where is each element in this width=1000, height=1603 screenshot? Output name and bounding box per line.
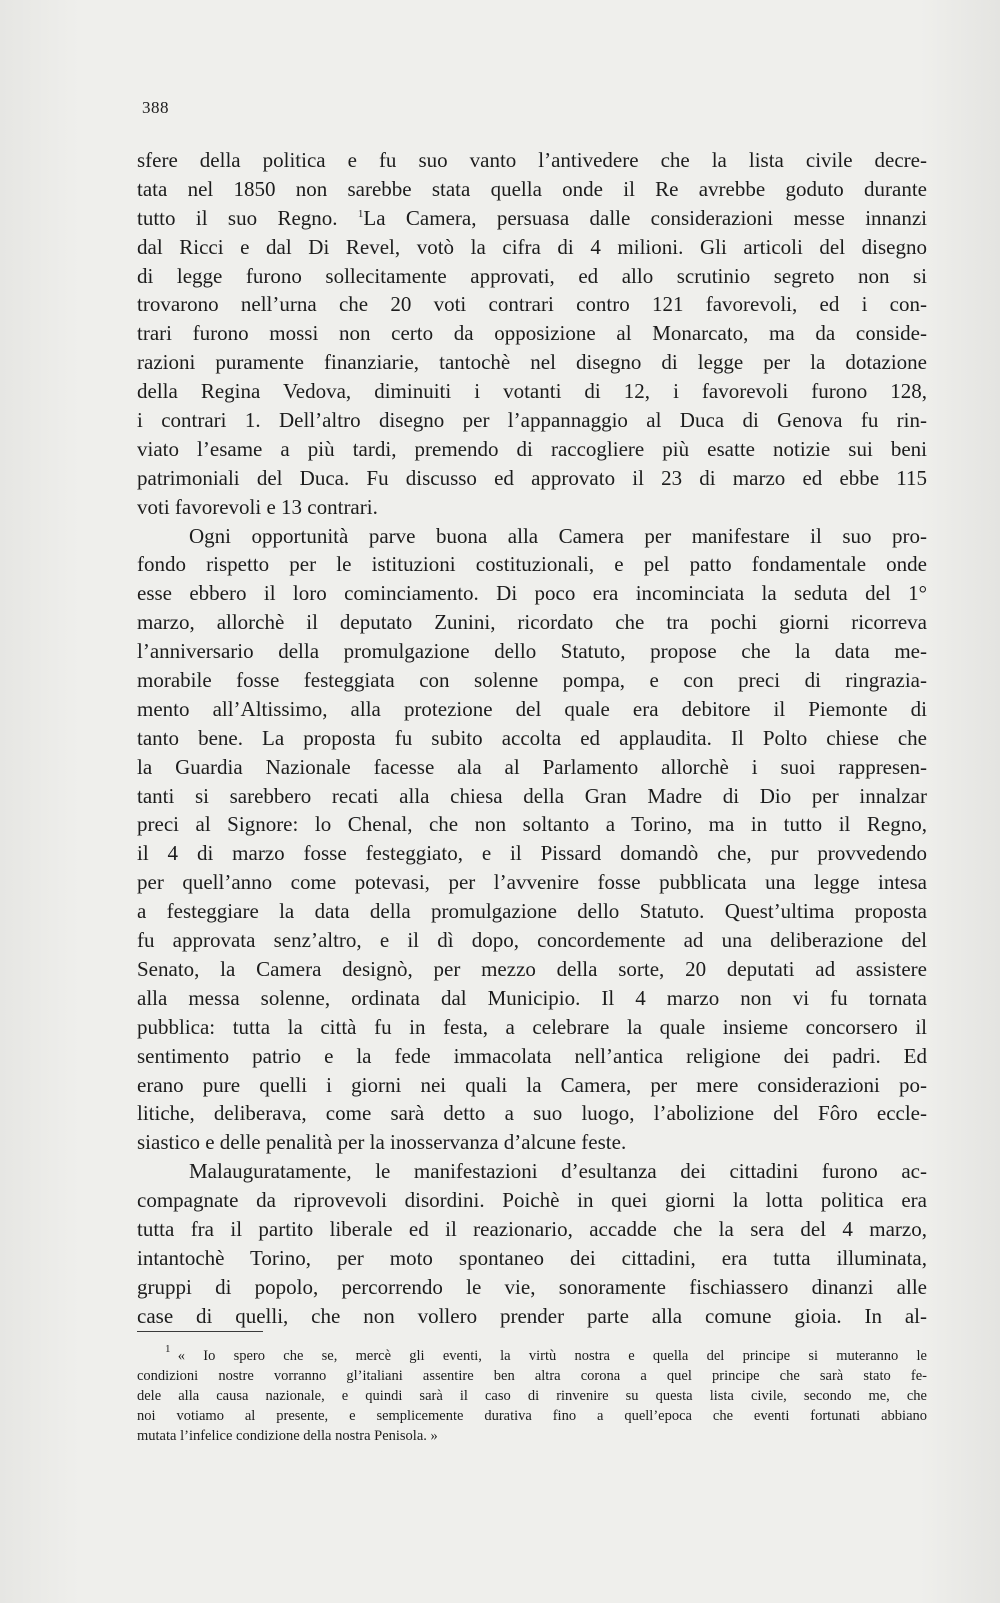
text-line: [137, 955, 927, 984]
text-line: [137, 464, 927, 493]
line-text: tata nel 1850 non sarebbe stata quella onde il Re avrebbe goduto durante: [137, 176, 927, 201]
text-line: [137, 1157, 927, 1186]
footnote-line-text: « Io spero che se, mercè gli eventi, la virtù nostra e quella del principe si muteranno le: [177, 1348, 927, 1364]
line-text: tanti si sarebbero recati alla chiesa della Gran Madre di Dio per innalzar: [137, 783, 927, 808]
line-text: intantochè Torino, per moto spontaneo dei cittadini, era tutta illuminata,: [137, 1245, 927, 1270]
footnote-line: [137, 1366, 927, 1386]
text-line: [137, 406, 927, 435]
text-line: [137, 233, 927, 262]
footnote-line: [137, 1426, 927, 1446]
line-text: patrimoniali del Duca. Fu discusso ed approvato il 23 di marzo ed ebbe 115: [137, 465, 927, 490]
text-line: [137, 1302, 927, 1331]
text-line: [137, 839, 927, 868]
line-text: tutto il suo Regno.: [137, 205, 358, 230]
line-text: la Guardia Nazionale facesse ala al Parlamento allorchè i suoi rappresen-: [137, 754, 927, 779]
line-text: pubblica: tutta la città fu in festa, a celebrare la quale insieme concorsero il: [137, 1014, 927, 1039]
line-text: gruppi di popolo, percorrendo le vie, sonoramente fischiassero dinanzi alle: [137, 1274, 927, 1299]
line-text: morabile fosse festeggiata con solenne pompa, e con preci di ringrazia-: [137, 668, 927, 693]
line-text: litiche, deliberava, come sarà detto a suo luogo, l’abolizione del Fôro eccle-: [137, 1101, 927, 1126]
text-line: [137, 262, 927, 291]
text-line: [137, 493, 927, 522]
text-line: [137, 146, 927, 175]
line-text: Malauguratamente, le manifestazioni d’esultanza dei cittadini furono ac-: [189, 1159, 927, 1184]
footnote-line-text: condizioni nostre vorranno gl’italiani assentire ben altra corona a quel principe che sarà stato fe-: [137, 1368, 927, 1384]
line-text: per quell’anno come potevasi, per l’avvenire fosse pubblicata una legge intesa: [137, 870, 927, 895]
text-line: [137, 319, 927, 348]
line-text: tutta fra il partito liberale ed il reazionario, accadde che la sera del 4 marzo,: [137, 1216, 927, 1241]
line-text: tanto bene. La proposta fu subito accolta ed applaudita. Il Polto chiese che: [137, 725, 927, 750]
line-text: preci al Signore: lo Chenal, che non soltanto a Torino, ma in tutto il Regno,: [137, 812, 927, 837]
footnote-reference: 1: [357, 207, 364, 220]
line-text: case di quelli, che non vollero prender parte alla comune gioia. In al-: [137, 1303, 927, 1328]
line-text: Senato, la Camera designò, per mezzo della sorte, 20 deputati ad assistere: [137, 956, 927, 981]
text-line: [137, 810, 927, 839]
text-line: [137, 897, 927, 926]
text-line: [137, 1273, 927, 1302]
line-text: esse ebbero il loro cominciamento. Di poco era incominciata la seduta del 1°: [137, 581, 927, 606]
line-text: viato l’esame a più tardi, premendo di raccogliere più esatte notizie sui beni: [137, 436, 927, 461]
text-line: [137, 608, 927, 637]
text-line: [137, 926, 927, 955]
line-text: alla messa solenne, ordinata dal Municipio. Il 4 marzo non vi fu tornata: [137, 985, 927, 1010]
line-text: razioni puramente finanziarie, tantochè nel disegno di legge per la dotazione: [137, 350, 927, 375]
line-text: fu approvata senz’altro, e il dì dopo, concordemente ad una deliberazione del: [137, 928, 927, 953]
text-line: [137, 522, 927, 551]
text-line: [137, 435, 927, 464]
page-number: 388: [142, 98, 169, 117]
footnote-line-text: dele alla causa nazionale, e quindi sarà il caso di rinvenire su questa lista civile, secondo me, che: [137, 1388, 927, 1404]
text-line: [137, 204, 927, 233]
text-line: [137, 175, 927, 204]
text-line: [137, 348, 927, 377]
line-text: trari furono mossi non certo da opposizione al Monarcato, ma da conside-: [137, 321, 927, 346]
footnote-line: [137, 1386, 927, 1406]
text-line: [137, 753, 927, 782]
line-text: l’anniversario della promulgazione dello Statuto, propose che la data me-: [137, 639, 927, 664]
line-text: sentimento patrio e la fede immacolata nell’antica religione dei padri. Ed: [137, 1043, 927, 1068]
footnote-separator: [137, 1331, 263, 1332]
footnote-line: [137, 1343, 927, 1366]
line-text: il 4 di marzo fosse festeggiato, e il Pissard domandò che, pur provvedendo: [137, 841, 927, 866]
body-text: [137, 146, 927, 1331]
footnote-line-text: mutata l’infelice condizione della nostra Penisola. »: [137, 1428, 438, 1444]
line-text: marzo, allorchè il deputato Zunini, ricordato che tra pochi giorni ricorreva: [137, 610, 927, 635]
line-text: compagnate da riprovevoli disordini. Poichè in quei giorni la lotta politica era: [137, 1188, 927, 1213]
footnote-line: [137, 1406, 927, 1426]
text-line: [137, 1099, 927, 1128]
text-line: [137, 1186, 927, 1215]
line-text: i contrari 1. Dell’altro disegno per l’appannaggio al Duca di Genova fu rin-: [137, 408, 927, 433]
text-line: [137, 1042, 927, 1071]
footnote: [137, 1343, 927, 1446]
line-text: a festeggiare la data della promulgazione dello Statuto. Quest’ultima proposta: [137, 899, 927, 924]
line-text: erano pure quelli i giorni nei quali la Camera, per mere considerazioni po-: [137, 1072, 927, 1097]
text-line: [137, 579, 927, 608]
text-line: [137, 1013, 927, 1042]
text-line: [137, 1215, 927, 1244]
line-text: dal Ricci e dal Di Revel, votò la cifra di 4 milioni. Gli articoli del disegno: [137, 234, 927, 259]
line-text: della Regina Vedova, diminuiti i votanti di 12, i favorevoli furono 128,: [137, 379, 927, 404]
text-line: [137, 637, 927, 666]
line-text: Ogni opportunità parve buona alla Camera per manifestare il suo pro-: [189, 523, 927, 548]
line-text: sfere della politica e fu suo vanto l’antivedere che la lista civile decre-: [137, 148, 927, 172]
text-line: [137, 868, 927, 897]
text-line: [137, 1244, 927, 1273]
line-text: voti favorevoli e 13 contrari.: [137, 494, 378, 519]
text-line: [137, 1071, 927, 1100]
text-line: [137, 666, 927, 695]
text-line: [137, 724, 927, 753]
line-text: mento all’Altissimo, alla protezione del quale era debitore il Piemonte di: [137, 696, 927, 721]
text-line: [137, 1128, 927, 1157]
text-line: [137, 782, 927, 811]
text-line: [137, 290, 927, 319]
line-text: di legge furono sollecitamente approvati, ed allo scrutinio segreto non si: [137, 263, 927, 288]
text-line: [137, 377, 927, 406]
text-line: [137, 695, 927, 724]
line-text: trovarono nell’urna che 20 voti contrari contro 121 favorevoli, ed i con-: [137, 292, 927, 317]
line-text: fondo rispetto per le istituzioni costituzionali, e pel patto fondamentale onde: [137, 552, 927, 577]
footnote-marker: 1: [165, 1343, 171, 1355]
text-line: [137, 550, 927, 579]
footnote-line-text: noi votiamo al presente, e semplicemente durativa fino a quell’epoca che eventi fortunati abbiano: [137, 1408, 927, 1424]
text-line: [137, 984, 927, 1013]
line-text: siastico e delle penalità per la inosservanza d’alcune feste.: [137, 1130, 627, 1155]
line-text-continued: La Camera, persuasa dalle considerazioni messe innanzi: [363, 205, 927, 230]
